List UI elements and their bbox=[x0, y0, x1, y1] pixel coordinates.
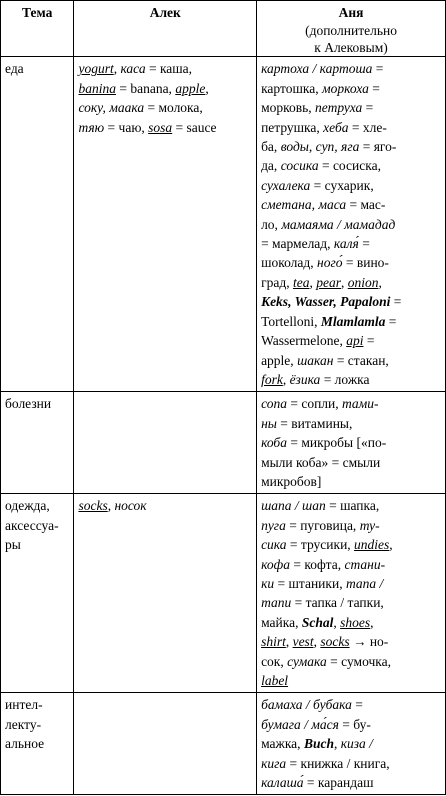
text-segment: tea bbox=[292, 274, 310, 290]
text-segment: , bbox=[309, 274, 317, 290]
cell-line bbox=[261, 433, 441, 452]
text-segment: sosa bbox=[148, 119, 173, 135]
cell-line bbox=[78, 118, 252, 137]
topic-line: ры bbox=[5, 537, 21, 553]
text-segment: петруха bbox=[315, 100, 363, 116]
topic-line: болезни bbox=[5, 396, 52, 412]
text-segment: соку, маака bbox=[78, 100, 145, 116]
text-segment: носок bbox=[114, 498, 147, 514]
cell-line bbox=[78, 79, 252, 98]
text-segment: , bbox=[378, 274, 382, 290]
text-segment: Mlamlamla bbox=[320, 313, 386, 329]
text-segment: , bbox=[389, 537, 393, 553]
text-segment: = витамины, bbox=[276, 415, 353, 431]
text-segment: ки bbox=[261, 575, 275, 591]
table-row bbox=[1, 392, 446, 494]
cell-line bbox=[261, 292, 441, 311]
text-segment: = sauce bbox=[172, 119, 217, 135]
topic-line: лекту- bbox=[5, 716, 42, 732]
text-segment: сок, bbox=[261, 653, 288, 669]
text-segment: тапи bbox=[261, 595, 292, 611]
table-row bbox=[1, 57, 446, 392]
text-segment: Wassermelone, bbox=[261, 333, 347, 349]
text-segment: Tortelloni, bbox=[261, 313, 321, 329]
text-segment: пуга bbox=[261, 517, 286, 533]
text-segment: shoes bbox=[340, 614, 371, 630]
text-segment: → но- bbox=[349, 634, 389, 650]
text-segment: = сосиска, bbox=[318, 158, 381, 174]
text-segment: onion bbox=[347, 274, 379, 290]
text-segment: = сопли, bbox=[286, 396, 343, 412]
alek-cell bbox=[74, 57, 257, 392]
text-segment: , bbox=[340, 274, 348, 290]
text-segment: apple, bbox=[261, 352, 298, 368]
text-segment: = хле- bbox=[348, 119, 387, 135]
text-segment: мамаяма / мамадад bbox=[281, 216, 396, 232]
header-anya-note-line-1: (дополнительно bbox=[305, 23, 397, 39]
cell-line bbox=[261, 195, 441, 214]
text-segment: майка, bbox=[261, 614, 302, 630]
text-segment: = bbox=[390, 294, 402, 310]
text-segment: град, bbox=[261, 274, 293, 290]
text-segment: хеба bbox=[323, 119, 349, 135]
text-segment: сметана, маса bbox=[261, 197, 347, 213]
text-segment: = пуговица, bbox=[285, 517, 360, 533]
cell-line bbox=[261, 496, 441, 515]
text-segment: ту- bbox=[359, 517, 380, 533]
cell-line bbox=[261, 453, 441, 472]
text-segment: = книжка / книга, bbox=[286, 755, 390, 771]
header-anya-label: Аня bbox=[338, 5, 364, 20]
text-segment: шапа / шап bbox=[261, 498, 326, 514]
cell-line bbox=[261, 59, 441, 78]
text-segment: каля́ bbox=[333, 236, 359, 252]
alek-cell bbox=[74, 693, 257, 795]
header-topic bbox=[1, 1, 74, 57]
text-segment: коба bbox=[261, 435, 287, 451]
cell-line bbox=[261, 535, 441, 554]
text-segment: , bbox=[313, 634, 321, 650]
cell-line bbox=[261, 414, 441, 433]
text-segment: , bbox=[285, 634, 293, 650]
cell-line bbox=[261, 652, 441, 671]
text-segment: тами- bbox=[342, 396, 379, 412]
header-alek bbox=[74, 1, 257, 57]
text-segment: = мас- bbox=[346, 197, 386, 213]
cell-line bbox=[261, 555, 441, 574]
cell-line bbox=[261, 715, 441, 734]
text-segment: киза / bbox=[340, 736, 373, 752]
text-segment: apple bbox=[175, 80, 206, 96]
text-segment: шакан bbox=[297, 352, 334, 368]
text-segment: socks bbox=[78, 498, 108, 514]
cell-line bbox=[261, 394, 441, 413]
table-row bbox=[1, 693, 446, 795]
topic-cell bbox=[1, 392, 74, 494]
cell-line bbox=[261, 516, 441, 535]
header-anya bbox=[257, 1, 446, 57]
cell-line bbox=[261, 118, 441, 137]
cell-line bbox=[261, 98, 441, 117]
text-segment: ны bbox=[261, 415, 277, 431]
alek-cell bbox=[74, 392, 257, 494]
header-topic-label: Тема bbox=[22, 5, 53, 20]
cell-line bbox=[261, 734, 441, 753]
text-segment: pear bbox=[316, 274, 341, 290]
cell-line bbox=[261, 156, 441, 175]
text-segment: = bbox=[385, 313, 397, 329]
cell-line bbox=[261, 79, 441, 98]
text-segment: = яго- bbox=[359, 139, 397, 155]
cell-line bbox=[261, 234, 441, 253]
text-segment: = bbox=[358, 236, 370, 252]
text-segment: vest bbox=[292, 634, 314, 650]
text-segment: yogurt bbox=[78, 61, 114, 77]
text-segment: картоха / картоша bbox=[261, 61, 373, 77]
header-alek-label: Алек bbox=[149, 5, 181, 20]
text-segment: ного́ bbox=[317, 255, 343, 271]
text-segment: = bbox=[372, 61, 384, 77]
text-segment: = banana, bbox=[115, 80, 176, 96]
text-segment: моркоха bbox=[321, 80, 369, 96]
topic-line: еда bbox=[5, 61, 24, 77]
text-segment: socks bbox=[320, 634, 350, 650]
topic-cell bbox=[1, 57, 74, 392]
text-segment: undies bbox=[354, 537, 390, 553]
text-segment: = микробы [«по- bbox=[286, 435, 387, 451]
text-segment: = ложка bbox=[320, 371, 370, 387]
text-segment: мажка, bbox=[261, 736, 304, 752]
text-segment: , bbox=[205, 80, 209, 96]
text-segment: тяю bbox=[78, 119, 105, 135]
text-segment: да, bbox=[261, 158, 281, 174]
anya-cell bbox=[257, 392, 446, 494]
cell-line bbox=[261, 331, 441, 350]
text-segment: banina bbox=[78, 80, 116, 96]
text-segment: = сумочка, bbox=[326, 653, 391, 669]
text-segment: = трусики, bbox=[286, 537, 355, 553]
text-segment: = стакан, bbox=[333, 352, 389, 368]
text-segment: мыли коба» = смыли bbox=[261, 454, 381, 470]
text-segment: = шапка, bbox=[325, 498, 380, 514]
cell-line bbox=[261, 351, 441, 370]
alek-cell bbox=[74, 494, 257, 693]
text-segment: Keks, Wasser, Papaloni bbox=[261, 294, 391, 310]
text-segment: ба, bbox=[261, 139, 281, 155]
cell-line bbox=[261, 273, 441, 292]
text-segment: сумака bbox=[287, 653, 327, 669]
cell-line bbox=[261, 312, 441, 331]
text-segment: = мармелад, bbox=[261, 236, 334, 252]
cell-line bbox=[78, 98, 252, 117]
text-segment: = bbox=[351, 697, 363, 713]
text-segment: шоколад, bbox=[261, 255, 318, 271]
text-segment: = штаники, bbox=[274, 575, 346, 591]
text-segment: label bbox=[261, 673, 289, 688]
text-segment: , bbox=[113, 61, 121, 77]
topic-line: альное bbox=[5, 736, 45, 752]
text-segment: = кофта, bbox=[289, 556, 345, 572]
topic-cell bbox=[1, 693, 74, 795]
cell-line bbox=[261, 253, 441, 272]
cell-line bbox=[261, 773, 441, 792]
text-segment: кига bbox=[261, 755, 287, 771]
cell-line bbox=[261, 754, 441, 773]
table-body bbox=[1, 57, 446, 795]
text-segment: = каша, bbox=[145, 61, 193, 77]
text-segment: картошка, bbox=[261, 80, 322, 96]
topic-line: одежда, bbox=[5, 498, 50, 514]
text-segment: ёзика bbox=[289, 371, 321, 387]
text-segment: сухалека bbox=[261, 177, 311, 193]
topic-cell bbox=[1, 494, 74, 693]
topic-line: интел- bbox=[5, 697, 43, 713]
anya-cell bbox=[257, 693, 446, 795]
text-segment: сопа bbox=[261, 396, 287, 412]
cell-line bbox=[78, 59, 252, 78]
text-segment: = молока, bbox=[144, 100, 203, 116]
cell-line bbox=[261, 613, 441, 632]
topic-line: аксессуа- bbox=[5, 517, 59, 533]
cell-line bbox=[261, 137, 441, 156]
text-segment: калаша́ bbox=[261, 775, 304, 791]
text-segment: ло, bbox=[261, 216, 282, 232]
text-segment: воды, суп, яга bbox=[280, 139, 360, 155]
text-segment: = карандаш bbox=[303, 775, 374, 791]
text-segment: , bbox=[107, 498, 115, 514]
text-segment: стани- bbox=[344, 556, 386, 572]
cell-line bbox=[261, 632, 441, 651]
text-segment: каса bbox=[120, 61, 146, 77]
table-row bbox=[1, 494, 446, 693]
text-segment: морковь, bbox=[261, 100, 316, 116]
text-segment: , bbox=[370, 614, 374, 630]
anya-cell bbox=[257, 57, 446, 392]
cell-line bbox=[261, 472, 441, 491]
text-segment: = бу- bbox=[338, 716, 371, 732]
text-segment: сосика bbox=[280, 158, 319, 174]
text-segment: = bbox=[368, 80, 380, 96]
header-anya-note-line-2: к Алековым) bbox=[314, 40, 388, 56]
text-segment: = тапка / тапки, bbox=[291, 595, 384, 611]
cell-line bbox=[78, 496, 252, 515]
text-segment: = чаю, bbox=[104, 119, 149, 135]
text-segment: = bbox=[362, 100, 374, 116]
text-segment: , bbox=[333, 614, 341, 630]
text-segment: = сухарик, bbox=[310, 177, 374, 193]
table-header-row bbox=[1, 1, 446, 57]
text-segment: Schal bbox=[301, 614, 334, 630]
text-segment: api bbox=[346, 333, 364, 349]
text-segment: = вино- bbox=[342, 255, 389, 271]
text-segment: сика bbox=[261, 537, 287, 553]
text-segment: = bbox=[363, 333, 375, 349]
text-segment: бумага / ма́ся bbox=[261, 716, 339, 732]
cell-line bbox=[261, 593, 441, 612]
text-segment: бамаха / бубака bbox=[261, 697, 352, 713]
text-segment: тапа / bbox=[345, 575, 384, 591]
text-segment: микробов] bbox=[261, 473, 322, 489]
text-segment: fork bbox=[261, 371, 283, 387]
anya-cell bbox=[257, 494, 446, 693]
cell-line bbox=[261, 215, 441, 234]
cell-line bbox=[261, 671, 441, 690]
cell-line bbox=[261, 370, 441, 389]
text-segment: петрушка, bbox=[261, 119, 324, 135]
cell-line bbox=[261, 574, 441, 593]
cell-line bbox=[261, 695, 441, 714]
text-segment: Buch bbox=[303, 736, 334, 752]
cell-line bbox=[261, 176, 441, 195]
text-segment: shirt bbox=[261, 634, 286, 650]
text-segment: , bbox=[333, 736, 341, 752]
text-segment: , bbox=[282, 371, 290, 387]
text-segment: кофа bbox=[261, 556, 290, 572]
